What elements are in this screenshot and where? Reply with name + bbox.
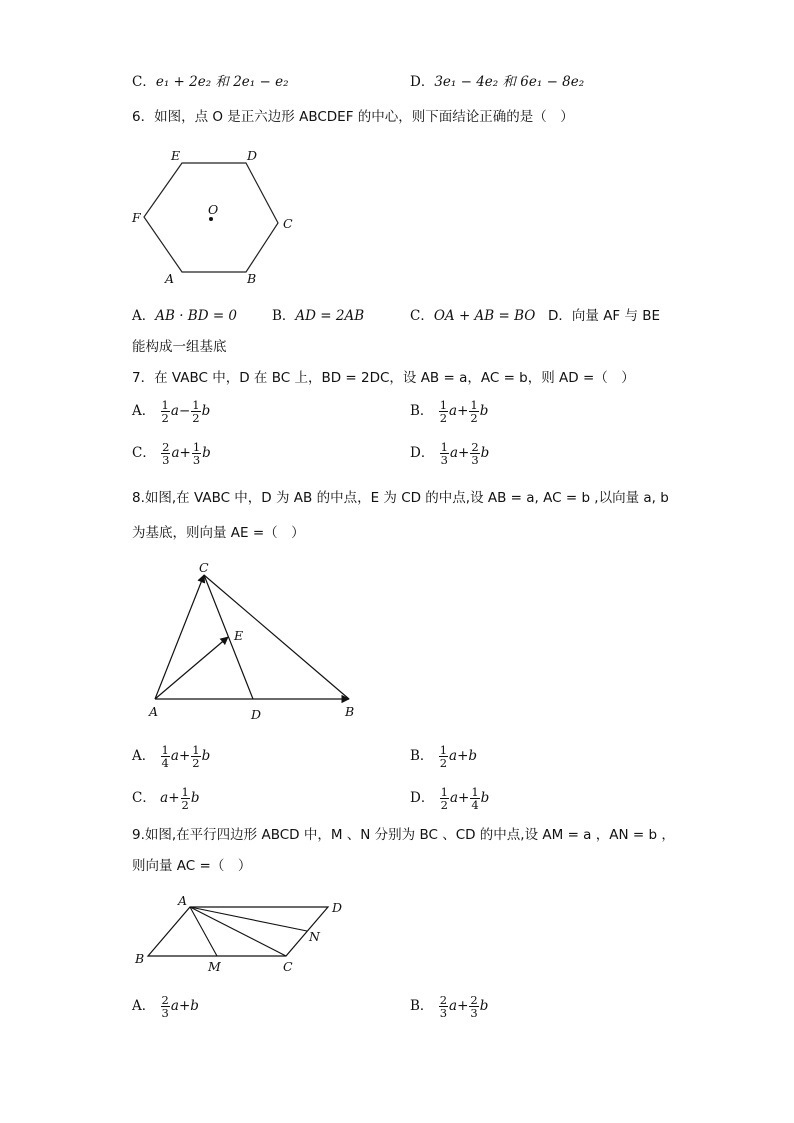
segment-AN — [190, 907, 307, 931]
fraction: $\frac{1}{4}$ — [161, 743, 169, 770]
q6-option-c — [410, 307, 535, 325]
label-A: A — [149, 704, 159, 719]
q7-stem: 7．在 VABC 中，D 在 BC 上，BD = 2DC，设 AB = a，AC = b，则 AD =（ ） — [132, 370, 635, 386]
segment-AC — [190, 907, 286, 956]
q6-option-a — [132, 307, 237, 325]
q5-option-d-label: D． — [410, 74, 435, 90]
q5-option-c-text: e₁ + 2e₂ 和 2e₁ − e₂ — [155, 74, 289, 90]
q6-option-d-continued: 能构成一组基底 — [132, 339, 227, 355]
q6-option-a-text: AB · BD = 0 — [155, 308, 238, 324]
fraction: $\frac{1}{3}$ — [192, 440, 201, 467]
label-O: O — [208, 202, 219, 217]
fraction: $\frac{1}{2}$ — [439, 398, 448, 425]
q6-option-b-label: B． — [272, 308, 296, 324]
fraction: $\frac{1}{2}$ — [192, 398, 200, 425]
q7-option-b-label: B． — [410, 403, 434, 419]
q7-option-c-label: C． — [132, 445, 156, 461]
fraction: $\frac{1}{2}$ — [181, 785, 189, 812]
fraction: $\frac{2}{3}$ — [162, 440, 170, 467]
label-D: D — [247, 148, 258, 163]
q6-hexagon-figure — [128, 145, 308, 290]
fraction: $\frac{1}{3}$ — [440, 440, 448, 467]
q8-option-c-label: C． — [132, 790, 156, 806]
label-C: C — [283, 216, 293, 231]
fraction: $\frac{1}{2}$ — [161, 398, 169, 425]
label-M: M — [208, 959, 221, 974]
q9-stem: 9.如图,在平行四边形 ABCD 中，M 、N 分别为 BC 、CD 的中点,设 AM = a ，AN = b ， — [132, 827, 675, 843]
q8-stem-continued: 为基底，则向量 AE =（ ） — [132, 525, 305, 541]
fraction: $\frac{1}{2}$ — [440, 785, 448, 812]
fraction: $\frac{1}{4}$ — [471, 785, 479, 812]
q6-option-d — [548, 307, 660, 325]
q5-option-d — [410, 73, 584, 91]
q7-option-d-label: D． — [410, 445, 435, 461]
fraction: $\frac{1}{2}$ — [470, 398, 478, 425]
label-D: D — [251, 707, 262, 722]
q6-option-c-text: OA + AB = BO — [433, 308, 536, 324]
q8-option-b: B． $\frac{1}{2}$ a+b — [410, 743, 478, 770]
q9-option-a: A． $\frac{2}{3}$ a+b — [132, 993, 199, 1020]
q8-triangle-figure — [140, 558, 370, 723]
q9-option-b-label: B． — [410, 998, 434, 1014]
q5-option-c — [132, 73, 289, 91]
label-A: A — [165, 271, 175, 286]
label-E: E — [171, 148, 181, 163]
q8-option-b-label: B． — [410, 748, 434, 764]
label-F: F — [132, 210, 141, 225]
label-A: A — [178, 893, 188, 908]
q6-option-c-label: C． — [410, 308, 434, 324]
label-N: N — [309, 929, 320, 944]
label-B: B — [247, 271, 257, 286]
q8-stem: 8.如图,在 VABC 中，D 为 AB 的中点，E 为 CD 的中点,设 AB = a, AC = b ,以向量 a, b — [132, 490, 669, 506]
label-B: B — [135, 951, 145, 966]
q9-stem-continued: 则向量 AC =（ ） — [132, 858, 252, 874]
q7-option-b: B． $\frac{1}{2}$ a+ $\frac{1}{2}$ b — [410, 398, 489, 425]
fraction: $\frac{1}{2}$ — [439, 743, 448, 770]
fraction: $\frac{2}{3}$ — [439, 993, 448, 1020]
q9-parallelogram-figure — [128, 890, 358, 975]
label-C: C — [283, 959, 293, 974]
q7-option-c: C． $\frac{2}{3}$ a+ $\frac{1}{3}$ b — [132, 440, 211, 467]
q6-option-d-text: 向量 AF 与 BE — [571, 308, 661, 324]
q7-option-a: A． $\frac{1}{2}$ a− $\frac{1}{2}$ b — [132, 398, 211, 425]
q8-option-d-label: D． — [410, 790, 435, 806]
q7-option-a-label: A． — [132, 403, 156, 419]
q6-option-d-label: D． — [548, 308, 572, 324]
q6-option-b — [272, 307, 364, 325]
q7-option-d: D． $\frac{1}{3}$ a+ $\frac{2}{3}$ b — [410, 440, 490, 467]
q9-option-b: B． $\frac{2}{3}$ a+ $\frac{2}{3}$ b — [410, 993, 489, 1020]
fraction: $\frac{1}{2}$ — [192, 743, 200, 770]
q8-option-d: D． $\frac{1}{2}$ a+ $\frac{1}{4}$ b — [410, 785, 490, 812]
segment-CD — [204, 575, 253, 699]
label-B: B — [345, 704, 355, 719]
q8-option-a-label: A． — [132, 748, 156, 764]
fraction: $\frac{2}{3}$ — [470, 993, 478, 1020]
q6-option-a-label: A． — [132, 308, 156, 324]
q8-option-a: A． $\frac{1}{4}$ a+ $\frac{1}{2}$ b — [132, 743, 211, 770]
q6-option-b-text: AD = 2AB — [295, 308, 365, 324]
fraction: $\frac{2}{3}$ — [161, 993, 169, 1020]
hexagon-center-point — [209, 217, 213, 221]
segment-AC — [155, 575, 204, 699]
segment-CB — [204, 575, 349, 699]
q9-option-a-label: A． — [132, 998, 156, 1014]
label-D: D — [332, 900, 343, 915]
q5-option-d-text: 3e₁ − 4e₂ 和 6e₁ − 8e₂ — [434, 74, 585, 90]
fraction: $\frac{2}{3}$ — [471, 440, 479, 467]
label-E: E — [234, 628, 244, 643]
q5-option-c-label: C． — [132, 74, 156, 90]
q6-stem: 6．如图，点 O 是正六边形 ABCDEF 的中心，则下面结论正确的是（ ） — [132, 109, 574, 125]
label-C: C — [199, 560, 209, 575]
q8-option-c: C． a+ $\frac{1}{2}$ b — [132, 785, 200, 812]
segment-AE — [155, 637, 228, 699]
